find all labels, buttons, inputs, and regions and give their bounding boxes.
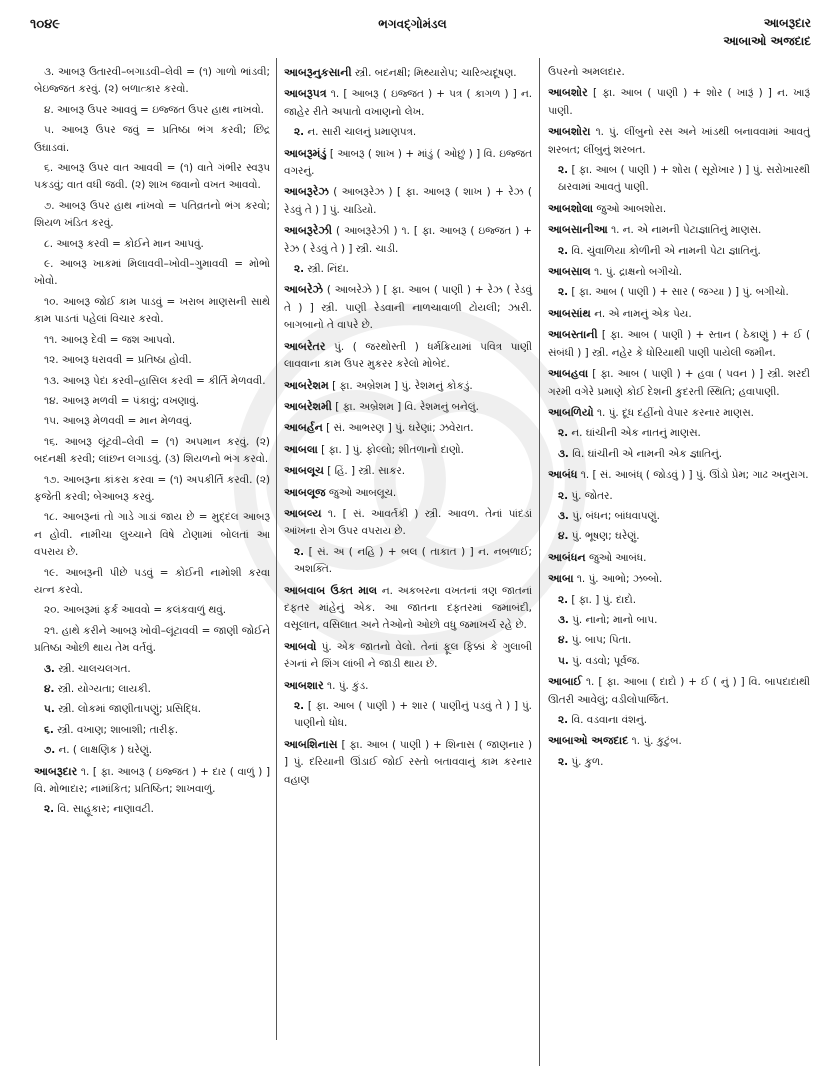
sense-entry	[548, 425, 810, 442]
headword: આબસાંથ	[548, 306, 591, 320]
sense-entry	[34, 701, 270, 718]
definition: ૧. પું. દૂધ દહીંનો વેપાર કરનાર માણસ.	[596, 406, 754, 419]
definition: પું. નાનો; માનો બાપ.	[572, 613, 658, 626]
dictionary-entry	[548, 84, 810, 120]
sense-entry	[548, 284, 810, 301]
idiom-entry: ૫. આબરૂ ઉપર જવું = પ્રતિષ્ઠા ભંગ કરવી; છિદ્ર ઉઘાડવાં.	[34, 124, 270, 154]
column-divider	[539, 58, 540, 1066]
page-header	[0, 0, 825, 60]
definition: [ હિં. ] સ્ત્રી. સાકર.	[327, 465, 406, 478]
definition: પું. વડવો; પૂર્વજ.	[572, 654, 640, 667]
headword: આબલૂજ	[284, 485, 326, 499]
headword: આબંધન	[548, 550, 586, 564]
dictionary-entry	[284, 736, 532, 789]
definition: જુઓ આબલૂચ.	[328, 486, 397, 499]
sense-number: ૫.	[44, 703, 55, 716]
definition: ૧. [ સં. આબંધ્ ( જોડવું ) ] પું. ઊંડો પ્રેમ; ગાઢ અનુરાગ.	[580, 469, 809, 482]
definition: [ ફા. અબ્રેશમ ] પું. રેશમનું કોકડું.	[332, 379, 473, 392]
definition: સ્ત્રી. બદનક્ષી; મિથ્યારોપ; ચારિત્ર્યદૂષણ.	[354, 67, 517, 79]
guide-word-first: આબરૂદાર	[763, 16, 811, 30]
headword: આબરેઝે	[284, 283, 324, 297]
headword: આબશિનાસ	[284, 737, 338, 751]
idiom-entry: ૧૩. આબરૂ પેદા કરવી–હાસિલ કરવી = કીર્તિ મેળવવી.	[44, 374, 266, 387]
headword: આબસાલ	[548, 265, 591, 279]
definition: પું. એક જાતનો વેલો. તેનાં ફૂલ ફિક્કાં કે ગુલાબી રંગનાં ને શિંગ લાંબી ને જાડી થાય છે.	[284, 640, 532, 671]
sense-number: ૩.	[558, 447, 569, 460]
definition: પું. કુળ.	[571, 755, 604, 768]
definition: [ ફા. આબ ( પાણી ) + શાર ( પાણીનું પડવું તે ) ] પું. પાણીનો ધોધ.	[294, 700, 532, 730]
sense-number: ૩.	[558, 509, 569, 522]
headword: આબા	[548, 572, 574, 586]
dictionary-entry	[284, 638, 532, 674]
sense-number: ૫.	[558, 654, 569, 667]
sense-entry	[548, 712, 810, 729]
definition: સ્ત્રી. નિંદા.	[307, 263, 349, 276]
definition: [ ફા. આબ ( પાણી ) + શોર ( ખારૂં ) ] ન. ખારૂં પાણી.	[548, 87, 810, 117]
sense-entry	[548, 632, 810, 649]
sense-number: ૪.	[44, 683, 55, 695]
sense-entry	[548, 612, 810, 629]
dictionary-entry	[548, 263, 810, 281]
sense-number: ૨.	[558, 427, 569, 440]
definition: પું. જોતર.	[571, 489, 613, 502]
dictionary-entry	[284, 183, 532, 219]
headword: આબરેશમી	[284, 399, 332, 413]
dictionary-entry	[284, 398, 532, 416]
idiom-entry: ૪. આબરૂ ઉપર આવવું = ઇજ્જત ઉપર હાથ નાખવો.	[44, 103, 264, 116]
definition: ન. ઘાંચીની એક નાતનું માણસ.	[571, 427, 701, 440]
sense-number: ૬.	[44, 723, 54, 736]
dictionary-entry	[284, 377, 532, 395]
definition: [ સં. આભરણ ] પું. ઘરેણાં; ઝવેરાત.	[326, 422, 474, 435]
definition: ૧. [ ફા. આબા ( દાદો ) + ઈ ( નું ) ] વિ. બાપદાદાથી ઊતરી આવેલું; વડીલોપાર્જિત.	[548, 676, 810, 706]
definition: ૧. પું. કુટુંબ.	[631, 735, 682, 748]
sense-number: ૩.	[44, 662, 55, 675]
dictionary-entry	[284, 222, 532, 258]
sense-entry	[284, 698, 532, 733]
sense-entry	[284, 124, 532, 141]
headword: આબર્હન	[284, 421, 323, 435]
headword: આબસાનીઆ	[548, 223, 608, 237]
sense-number: ૨.	[558, 593, 569, 606]
dictionary-entry	[284, 441, 532, 459]
sense-number: ૨.	[558, 714, 569, 726]
dictionary-entry	[284, 462, 532, 480]
definition: [ ફા. ] પું. ફોલ્લો; શીતળાનો દાણો.	[321, 443, 464, 456]
sense-entry	[34, 742, 270, 759]
definition: ૧. પું. કુંડ.	[327, 679, 369, 692]
definition: [ ફા. આબ ( પાણી ) + સ્તાન ( ઠેકાણું ) + ઈ ( સંબંધી ) ] સ્ત્રી. નહેર કે ધોરિયાથી પાણી પાયેલી જમીન.	[548, 329, 810, 359]
column-2	[284, 64, 532, 792]
definition: [ ફા. ] પું. દાદો.	[571, 593, 637, 606]
headword: આબવાબ ઉક્ત માલ	[284, 583, 378, 597]
dictionary-entry	[548, 305, 810, 323]
headword: આબરૂમંડું	[284, 146, 327, 160]
definition: સ્ત્રી. યોગ્યતા; લાયકી.	[57, 683, 151, 695]
headword: આબસ્તાની	[548, 328, 598, 342]
dictionary-entry	[284, 64, 532, 82]
headword: આબશોલા	[548, 201, 594, 215]
dictionary-entry	[548, 200, 810, 218]
definition: પું. બાપ; પિતા.	[571, 634, 632, 647]
sense-entry	[548, 528, 810, 545]
sense-entry	[284, 261, 532, 278]
definition: ૧. [ ફા. આબરૂ ( ઇજ્જત ) + દાર ( વાળું ) ] વિ. મોભાદાર; નામાંકિત; પ્રતિષ્ઠિત; શાખવાળું.	[34, 765, 270, 796]
idiom-entry: ૨૦. આબરૂમાં ફર્ક આવવો = કલંકવાળું થવું.	[44, 604, 227, 617]
sense-number: ૨.	[294, 263, 305, 276]
sense-number: ૨.	[558, 489, 569, 502]
definition: [ ફા. આબ ( પાણી ) + શોરા ( સૂરોખાર ) ] પું. સરોખારથી ઠારવામાં આવતું પાણી.	[558, 164, 810, 194]
book-title: ભગવદ્ગોમંડલ	[378, 17, 447, 31]
dictionary-entry	[284, 281, 532, 334]
dictionary-entry	[548, 404, 810, 422]
dictionary-entry	[548, 570, 810, 588]
idiom-entry: ૨૧. હાથે કરીને આબરૂ ખોવી–લૂંટાવવી = જાણી જોઈને પ્રતિષ્ઠા ઓછી થાય તેમ વર્તવું.	[34, 624, 270, 655]
continuation-text: ઉપરનો અમલદાર.	[548, 66, 625, 78]
dictionary-entry	[548, 365, 810, 401]
dictionary-entry	[284, 505, 532, 541]
idiom-entry: ૧૨. આબરૂ ધરાવવી = પ્રતિષ્ઠા હોવી.	[44, 354, 192, 367]
definition: ૧. પું. આભો; ઝબ્બો.	[576, 573, 663, 586]
definition: ( આબરેઝે ) [ ફા. આબ ( પાણી ) + રેઝ ( રેડવું તે ) ] સ્ત્રી. પાણી રેડવાની નાળચાવાળી ટોયલી; ઝારી. બાગબાનો તે વાપરે છે.	[284, 284, 532, 332]
sense-number: ૨.	[294, 700, 305, 712]
dictionary-entry	[284, 484, 532, 502]
guide-word-last: આબાઓ અજદાદ	[723, 34, 811, 48]
sense-number: ૪.	[558, 530, 569, 543]
sense-entry	[548, 243, 810, 260]
idiom-entry: ૧૯. આબરૂની પીછે પડવું = કોઈની નામોશી કરવા યત્ન કરવો.	[34, 566, 270, 596]
sense-entry	[34, 801, 270, 818]
headword: આબરૂદાર	[34, 764, 78, 778]
idiom-entry: ૧૫. આબરૂ મેળવવી = માન મેળવવું.	[44, 415, 193, 428]
definition: પું. ( જરથોસ્તી ) ધર્મક્રિયામાં પવિત્ર પાણી લાવવાના કામ ઉપર મુકરર કરેલો મોબેદ.	[284, 340, 532, 371]
dictionary-entry	[284, 85, 532, 121]
headword: આબંધ	[548, 468, 578, 482]
idiom-entry: ૧૮. આબરૂનાં તો ગાડે ગાડાં જાય છે = મુદ્દલ આબરૂ ન હોવી. નામીચા લુચ્ચાને વિષે ટોણામાં બોલતાં આ વપરાય છે.	[34, 511, 270, 559]
sense-entry	[548, 446, 810, 463]
dictionary-entry	[284, 677, 532, 695]
sense-number: ૭.	[44, 744, 56, 757]
headword: આબશાર	[284, 678, 324, 692]
definition: ૧. પું. દ્રાક્ષનો બગીચો.	[594, 266, 683, 279]
sense-number: ૨.	[558, 286, 569, 299]
sense-number: ૪.	[558, 634, 569, 647]
idiom-entry: ૧૬. આબરૂ લૂંટવી–લેવી = (૧) અપમાન કરવું. (૨) બદનક્ષી કરવી; લાંછન લગાડવું. (૩) શિયળનો ભંગ કરવો.	[34, 435, 270, 466]
headword: આબરૂપત્ર	[284, 87, 327, 101]
headword: આબવો	[284, 639, 317, 653]
idiom-entry: ૧૭. આબરૂના કાંકરા કરવા = (૧) અપકીર્તિ કરવી. (૨) ફજેતી કરવી; બેઆબરૂ કરવું.	[34, 473, 270, 503]
definition: સ્ત્રી. ચાલચલગત.	[58, 662, 131, 675]
definition: ૧. [ સં. આવર્તકી ) સ્ત્રી. આવળ. તેનાં પાંદડાં આંખના રોગ ઉપર વપરાય છે.	[284, 507, 532, 538]
headword: આબહવા	[548, 367, 589, 381]
column-divider	[276, 58, 277, 1040]
dictionary-entry	[34, 763, 270, 799]
sense-number: ૨.	[558, 755, 569, 768]
dictionary-entry	[548, 549, 810, 567]
definition: [ આબરૂ ( શાખ ) + માંડું ( ઓછું ) ] વિ. ઇજ્જત વગરનું.	[284, 147, 532, 178]
sense-entry	[548, 592, 810, 609]
idiom-entry: ૧૧. આબરૂ દેવી = જશ આપવો.	[44, 333, 176, 346]
page-number: ૧૦૪૯	[30, 17, 60, 32]
dictionary-entry	[548, 732, 810, 750]
sense-entry	[34, 661, 270, 678]
definition: ૧. ન. એ નામની પેટાજ્ઞાતિનું માણસ.	[611, 224, 762, 237]
sense-number: ૨.	[558, 164, 569, 177]
sense-entry	[284, 544, 532, 579]
definition: પું. બંધન; બાંધવાપણું.	[572, 509, 660, 522]
idiom-entry: ૭. આબરૂ ઉપર હાથ નાંખવો = પતિવ્રતનો ભંગ કરવો; શિયળ ખંડિત કરવું.	[34, 199, 270, 230]
definition: ન. એ નામનું એક પેય.	[594, 307, 692, 320]
headword: આબલૂચ	[284, 464, 324, 478]
sense-entry	[34, 722, 270, 739]
dictionary-entry	[548, 673, 810, 709]
idiom-entry: ૩. આબરૂ ઉતારવી–બગાડવી–લેવી = (૧) ગાળો ભાંડવી; બેઇજ્જત કરવું. (૨) બળાત્કાર કરવો.	[34, 66, 270, 96]
column-1	[34, 64, 270, 822]
headword: આબાઈ	[548, 675, 583, 689]
dictionary-entry	[284, 419, 532, 437]
dictionary-entry	[548, 221, 810, 239]
sense-number: ૨.	[44, 803, 55, 816]
definition: ૧. [ આબરૂ ( ઇજ્જત ) + પત્ર ( કાગળ ) ] ન. જાહેર રીતે અપાતો વખાણનો લેખ.	[284, 88, 532, 118]
definition: ૧. પું. લીંબુનો રસ અને ખાંડથી બનાવવામાં આવતું શરબત; લીંબુનું શરબત.	[548, 126, 810, 156]
definition: [ સં. અ ( નહિ ) + બલ ( તાકાત ) ] ન. નબળાઈ; અશક્તિ.	[294, 545, 532, 576]
dictionary-entry	[548, 326, 810, 362]
idiom-entry: ૯. આબરૂ ખાકમાં મિલાવવી–ખોવી–ગુમાવવી = મોભો ખોવો.	[34, 258, 270, 288]
sense-entry	[548, 754, 810, 771]
headword: આબાઓ અજદાદ	[548, 734, 629, 748]
headword: આબરૂરેઝ	[284, 185, 329, 199]
definition: ( આબરૂરેઝી ) ૧. [ ફા. આબરૂ ( ઇજ્જત ) + રેઝ ( રેડવું તે ) ] સ્ત્રી. ચાડી.	[284, 225, 532, 255]
headword: આબરેતર	[284, 339, 326, 353]
definition: પું. ભૂષણ; ઘરેણું.	[571, 530, 640, 543]
sense-entry	[548, 508, 810, 525]
sense-entry	[548, 488, 810, 505]
definition: [ ફા. આબ ( પાણી ) + હવા ( પવન ) ] સ્ત્રી. શરદી ગરમી વગેરે પ્રમાણે કોઈ દેશની કુદરતી સ્થિતિ; હવાપાણી.	[548, 368, 810, 398]
sense-entry	[548, 653, 810, 670]
dictionary-entry	[284, 145, 532, 181]
dictionary-entry	[284, 338, 532, 374]
definition: સ્ત્રી. વખાણ; શાબાશી; તારીફ.	[57, 723, 179, 736]
idiom-entry: ૧૪. આબરૂ મળવી = પંકાવું; વખણાવું.	[44, 394, 200, 407]
definition: વિ. વડવાના વંશનું.	[571, 714, 648, 726]
sense-number: ૨.	[294, 545, 305, 558]
definition: ન. સારી ચાલનું પ્રમાણપત્ર.	[307, 126, 417, 139]
headword: આબશોરા	[548, 125, 591, 139]
dictionary-entry	[548, 466, 810, 484]
headword: આબરૂરેઝી	[284, 224, 333, 238]
headword: આબશોર	[548, 86, 588, 100]
definition: ન. અકબરના વખતનાં ત્રણ જાતનાં દફતર માંહેનું એક. આ જાતના દફતરમાં જમાબંદી, વસૂલાત, વસિલાત અને તેઓનો ઓછો વધુ જમાખર્ચ રહે છે.	[284, 584, 532, 632]
idiom-entry: ૧૦. આબરૂ જોઈ કામ પાડવું = ખરાબ માણસની સાથે કામ પાડતાં પહેલાં વિચાર કરવો.	[34, 295, 270, 326]
headword: આબરેશમ	[284, 378, 329, 392]
headword: આબળિયો	[548, 405, 594, 419]
definition: ( આબરૂરેઝ ) [ ફા. આબરૂ ( શાખ ) + રેઝ ( રેડવું તે ) ] પું. ચાડિયો.	[284, 186, 532, 216]
headword: આબરૂનુકસાની	[284, 66, 352, 79]
definition: જુઓ આબંધ.	[588, 551, 647, 564]
definition: [ ફા. આબ ( પાણી ) + સાર ( જગ્યા ) ] પું. બગીચો.	[571, 286, 789, 299]
sense-entry	[34, 681, 270, 698]
definition: સ્ત્રી. લોકમાં જાણીતાપણું; પ્રસિદ્ધિ.	[58, 703, 201, 716]
definition: [ ફા. આબ ( પાણી ) + શિનાસ ( જાણનાર ) ] પું. દરિયાની ઊંડાઈ જોઈ રસ્તો બતાવવાનું કામ કરનાર વહાણ	[284, 738, 533, 786]
headword: આબલા	[284, 442, 318, 456]
definition: વિ. ઘાંચીની એ નામની એક જ્ઞાતિનું.	[572, 447, 723, 460]
headword: આબલ્ય	[284, 506, 322, 520]
sense-number: ૨.	[558, 244, 569, 257]
sense-entry	[548, 162, 810, 197]
definition: જુઓ આબશોરા.	[596, 202, 667, 215]
dictionary-entry	[284, 582, 532, 635]
dictionary-entry	[548, 123, 810, 159]
definition: વિ. ચુંવાળિયા કોળીની એ નામની પેટા જ્ઞાતિનું.	[571, 244, 761, 257]
idiom-entry: ૬. આબરૂ ઉપર વાત આવવી = (૧) વાતે ગંભીર સ્વરૂપ પકડવું; વાત વધી જવી. (૨) શાખ જવાનો વખત આવવો.	[34, 162, 270, 192]
definition: [ ફા. અબ્રેશમ ] વિ. રેશમનું બનેલું.	[335, 400, 479, 413]
definition: વિ. સાહૂકાર; નાણાવટી.	[57, 803, 154, 816]
column-3	[548, 64, 810, 774]
definition: ન. ( લાક્ષણિક ) ઘરેણું.	[58, 744, 153, 757]
sense-number: ૨.	[294, 126, 305, 139]
idiom-entry: ૮. આબરૂ કરવી = કોઈને માન આપવું.	[44, 237, 204, 250]
sense-number: ૩.	[558, 613, 569, 626]
